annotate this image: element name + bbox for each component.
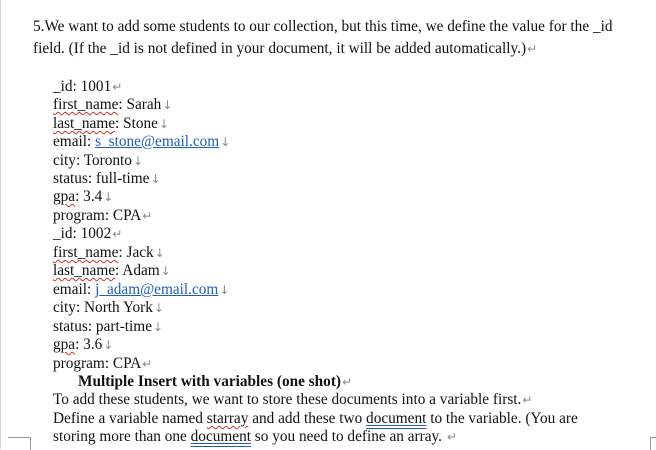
line-break-mark: ↓: [219, 283, 230, 297]
instruction-line-3: storing more than one document so you need to define an array. ↵: [53, 428, 457, 445]
margin-corner-mark-right: [650, 437, 656, 450]
intro-line-2: field. (If the _id is not defined in your document, it will be added automatically.)↵: [33, 40, 538, 57]
s1-email-line: email: s_stone@email.com↓: [53, 133, 231, 150]
instruction-line-2: Define a variable named starray and add these two document to the variable. (You are: [53, 410, 578, 427]
line-break-mark: ↓: [160, 264, 171, 278]
s2-id-line: _id: 1002↵: [53, 225, 123, 242]
spellcheck-word: last_name: [53, 262, 116, 279]
spellcheck-word: gpa: [53, 188, 76, 205]
s2-city-line: city: North York↓: [53, 299, 164, 316]
spellcheck-word: first_name: [53, 96, 119, 113]
paragraph-mark: ↵: [112, 80, 123, 94]
paragraph-mark: ↵: [527, 42, 538, 56]
line-break-mark: ↓: [132, 154, 144, 168]
instruction-line-1: To add these students, we want to store these documents into a variable first.↵: [53, 391, 533, 408]
variable-name: starray: [206, 410, 249, 427]
line-break-mark: ↓: [158, 117, 170, 131]
paragraph-mark: ↵: [142, 209, 153, 223]
s1-status-line: status: full-time↓: [53, 170, 161, 187]
line-break-mark: ↓: [162, 98, 173, 112]
s1-first-name-line: first_name: Sarah↓: [53, 96, 173, 113]
line-break-mark: ↓: [150, 172, 161, 186]
line-break-mark: ↓: [152, 320, 164, 334]
s1-id-line: _id: 1001↵: [53, 78, 123, 95]
line-break-mark: ↓: [220, 135, 231, 149]
s1-last-name-line: last_name: Stone↓: [53, 115, 170, 132]
s2-first-name-line: first_name: Jack↓: [53, 244, 165, 261]
grammar-flag-word: document: [190, 428, 251, 445]
spellcheck-word: last_name: [53, 115, 116, 132]
s1-gpa-line: gpa: 3.4↓: [53, 188, 114, 205]
s2-program-line: program: CPA↵: [53, 355, 153, 372]
email-link[interactable]: j_adam@email.com: [95, 281, 219, 298]
s2-gpa-line: gpa: 3.6↓: [53, 336, 114, 353]
line-break-mark: ↓: [103, 190, 114, 204]
email-link[interactable]: s_stone@email.com: [95, 133, 220, 150]
spellcheck-word: gpa: [53, 336, 76, 353]
s2-last-name-line: last_name: Adam↓: [53, 262, 171, 279]
s2-status-line: status: part-time↓: [53, 318, 164, 335]
margin-corner-mark-left: [8, 437, 31, 450]
s2-email-line: email: j_adam@email.com↓: [53, 281, 230, 298]
s1-city-line: city: Toronto↓: [53, 152, 144, 169]
paragraph-mark: ↵: [142, 357, 153, 371]
paragraph-mark: ↵: [446, 430, 457, 444]
line-break-mark: ↓: [153, 301, 164, 315]
intro-line-1: 5.We want to add some students to our collection, but this time, we define the value for the _id: [33, 18, 613, 35]
paragraph-mark: ↵: [342, 375, 353, 389]
page-border: [0, 0, 1, 449]
grammar-flag-word: document: [366, 410, 427, 427]
paragraph-mark: ↵: [112, 227, 123, 241]
s1-program-line: program: CPA↵: [53, 207, 153, 224]
section-heading: Multiple Insert with variables (one shot)↵: [78, 373, 353, 390]
paragraph-mark: ↵: [522, 393, 533, 407]
line-break-mark: ↓: [103, 338, 114, 352]
line-break-mark: ↓: [154, 246, 165, 260]
spellcheck-word: first_name: [53, 244, 119, 261]
